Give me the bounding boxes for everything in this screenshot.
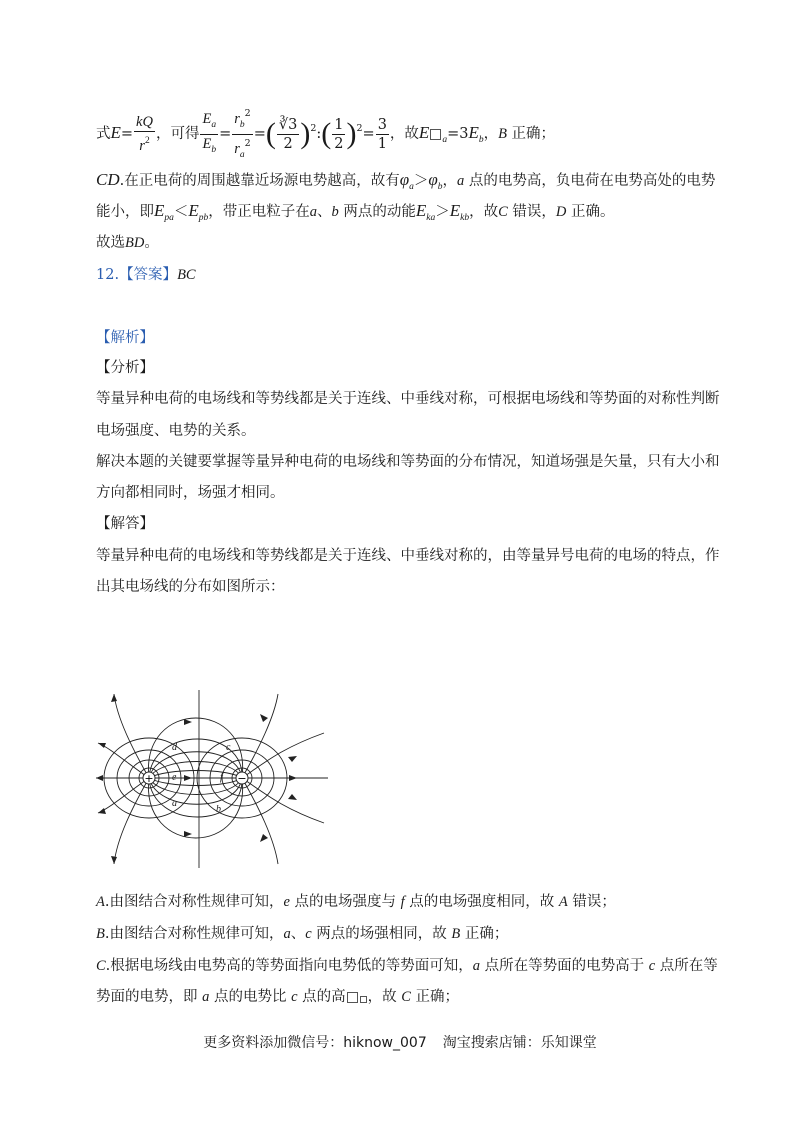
text: 。	[144, 235, 159, 251]
denominator: 2	[334, 135, 344, 152]
letter: B	[451, 926, 461, 942]
paren-close: )	[346, 117, 357, 150]
fraction-ea-eb	[200, 110, 218, 159]
missing-glyph-icon	[430, 129, 441, 140]
text: 两点的场强相同，故	[311, 926, 452, 942]
text: ，带正电粒子在	[208, 204, 310, 220]
label-a: a	[172, 798, 177, 809]
var-E: E	[110, 123, 121, 142]
var-E: E	[418, 123, 430, 142]
option-b-line	[96, 923, 508, 945]
paren-open: (	[265, 117, 276, 150]
sub: a	[211, 119, 217, 130]
text: 正确；	[410, 989, 460, 1005]
sub: b	[239, 119, 245, 130]
fraction-rb-ra	[232, 105, 252, 164]
text: 能小，即	[96, 204, 154, 220]
text: 正确；	[506, 126, 556, 142]
op: ＞	[413, 173, 429, 189]
sub: b	[211, 144, 217, 155]
para1-line1: 等量异种电荷的电场线和等势线都是关于连线、中垂线对称，可根据电场线和等势面的对称性判断	[96, 391, 720, 407]
option-c-line-1	[96, 955, 718, 977]
exp: 2	[356, 123, 363, 134]
sub: a	[409, 182, 414, 192]
plus-sign: +	[144, 772, 154, 785]
text: ，可得	[155, 126, 200, 142]
para3-line2: 出其电场线的分布如图所示：	[96, 579, 285, 595]
E: E	[154, 201, 165, 220]
text: 错误，	[507, 204, 556, 220]
letter: B	[96, 926, 105, 942]
text: 点的电场强度相同，故	[404, 894, 559, 910]
letter: C	[498, 204, 508, 220]
text: ，故	[389, 126, 419, 142]
letter: a	[472, 958, 481, 974]
numerator	[232, 105, 252, 135]
letter: C	[401, 989, 411, 1005]
phi: φ	[399, 170, 410, 189]
exp: 2	[244, 137, 251, 149]
text: 点所在等	[655, 958, 718, 974]
text: 错误；	[567, 894, 616, 910]
footer-taobao: 淘宝搜索店铺：乐知课堂	[442, 1035, 597, 1051]
numerator: 3	[377, 116, 387, 133]
minus-sign: −	[237, 772, 247, 785]
text: 、	[290, 926, 306, 942]
text: 点的电势比	[209, 989, 292, 1005]
jiexi-heading: 【解析】	[96, 330, 154, 346]
numerator: 1	[334, 116, 344, 133]
text: 势面的电势，即	[96, 989, 203, 1005]
op: ＜	[173, 204, 189, 220]
text: 故选	[96, 235, 125, 251]
sub: kb	[460, 213, 470, 223]
exp: 2	[244, 107, 251, 119]
var-E: E	[468, 123, 479, 142]
exp: 2	[144, 136, 150, 146]
text: 点的电势高，负电荷在电势高处的电势	[464, 173, 716, 189]
jieda-heading: 【解答】	[96, 516, 154, 532]
sub: b	[478, 135, 484, 145]
letter: a	[457, 173, 465, 189]
letter: D	[555, 204, 567, 220]
text: .根据电场线由电势高的等势面指向电势低的等势面可知，	[105, 958, 473, 974]
text: ，故	[367, 989, 402, 1005]
label: CD	[96, 170, 120, 189]
option-c-line-2	[96, 986, 459, 1008]
label-b: b	[216, 804, 221, 815]
text: =3	[447, 126, 469, 142]
r: r	[234, 140, 240, 157]
footer-wechat: 更多资料添加微信号：hiknow_007	[203, 1035, 427, 1051]
sub: b	[437, 182, 443, 192]
letter: b	[331, 204, 339, 220]
text: 正确。	[566, 204, 615, 220]
denominator	[137, 132, 151, 155]
sub: a	[442, 135, 448, 145]
para1-line2: 电场强度、电势的关系。	[96, 423, 256, 439]
op: ＞	[435, 204, 450, 220]
text: ，	[442, 173, 458, 189]
label-e: e	[172, 772, 177, 783]
numerator	[200, 110, 218, 135]
letter: a	[309, 204, 318, 220]
fraction-sqrt3-2	[277, 116, 299, 153]
answer: BC	[177, 267, 196, 283]
exp: 2	[310, 123, 317, 134]
label-d: d	[172, 742, 177, 753]
label-f: f	[220, 772, 223, 783]
text: 两点的动能	[338, 204, 416, 220]
E: E	[415, 201, 427, 220]
text: .由图结合对称性规律可知，	[104, 894, 284, 910]
answer-tag: 【答案】	[119, 267, 178, 283]
text: 点的高	[297, 989, 346, 1005]
E: E	[188, 201, 199, 220]
letter: e	[283, 894, 290, 910]
text: 式	[96, 126, 111, 142]
letter: c	[305, 926, 312, 942]
missing-glyph-icon	[347, 992, 358, 1003]
sub: pa	[164, 213, 174, 223]
sub: pb	[198, 213, 209, 223]
numerator: kQ	[136, 114, 153, 130]
para3-line1: 等量异种电荷的电场线和等势线都是关于连线、中垂线对称的，由等量异号电荷的电场的特点，作	[96, 548, 720, 564]
letter: A	[96, 894, 105, 910]
denominator	[200, 135, 218, 159]
text: .在正电荷的周围越靠近场源电势越高，故有	[119, 173, 400, 189]
missing-glyph-icon	[360, 996, 367, 1003]
letter: a	[283, 926, 291, 942]
phi: φ	[428, 170, 438, 189]
text: ，	[483, 126, 499, 142]
letter: c	[291, 989, 298, 1005]
q12-answer-line	[96, 264, 196, 286]
para2-line1: 解决本题的关键要掌握等量异种电荷的电场线和等势面的分布情况，知道场强是矢量，只有大小和	[96, 454, 720, 470]
denominator: 2	[283, 135, 293, 152]
numerator: ∛3	[278, 116, 298, 133]
E: E	[449, 201, 461, 220]
text: .由图结合对称性规律可知，	[104, 926, 284, 942]
letter: f	[400, 894, 405, 910]
electric-field-lines-figure	[92, 688, 332, 870]
fenxi-heading: 【分析】	[96, 360, 154, 376]
fraction-1-2	[332, 116, 345, 153]
page-footer	[0, 1032, 800, 1052]
paren-open: (	[321, 117, 332, 150]
text: 正确；	[460, 926, 509, 942]
letter: C	[96, 958, 106, 974]
sub: a	[239, 149, 245, 160]
letter: a	[202, 989, 210, 1005]
text: 、	[317, 204, 332, 220]
E: E	[202, 135, 212, 152]
letter: c	[648, 958, 656, 974]
paren-close: )	[300, 117, 311, 150]
letter: B	[498, 126, 507, 142]
option-a-line	[96, 891, 616, 913]
fraction-3-1	[376, 116, 389, 153]
cd-line-1	[96, 169, 715, 198]
fraction-kq-r2	[134, 113, 155, 155]
E: E	[202, 110, 212, 127]
cd-line-2	[96, 200, 614, 229]
text: 点的电场强度与	[289, 894, 401, 910]
r: r	[234, 110, 240, 127]
para2-line2: 方向都相同时，场强才相同。	[96, 485, 285, 501]
label-c: c	[226, 742, 231, 753]
r: r	[139, 138, 145, 154]
choose-line	[96, 232, 159, 254]
denominator: 1	[377, 135, 387, 152]
sub: ka	[426, 213, 436, 223]
text: ，故	[469, 204, 499, 220]
letter: A	[558, 894, 568, 910]
formula-line: 式E= $\frac{kQ}{r^2}$ ，可得 $\frac{E_a}{E_b}$ = $\frac{r_b^2}{r_a^2}$ =( $\frac{∛3}{2}$ )$^2$:( $\frac{1}{2}$ )$^2$= $\frac{3}{1}$ ，故E $_a=3E_b$，B 正确；	[96, 104, 555, 154]
question-number: 12.	[96, 267, 120, 283]
answer: BD	[125, 235, 145, 251]
text: 点所在等势面的电势高于	[480, 958, 649, 974]
denominator	[232, 135, 252, 164]
